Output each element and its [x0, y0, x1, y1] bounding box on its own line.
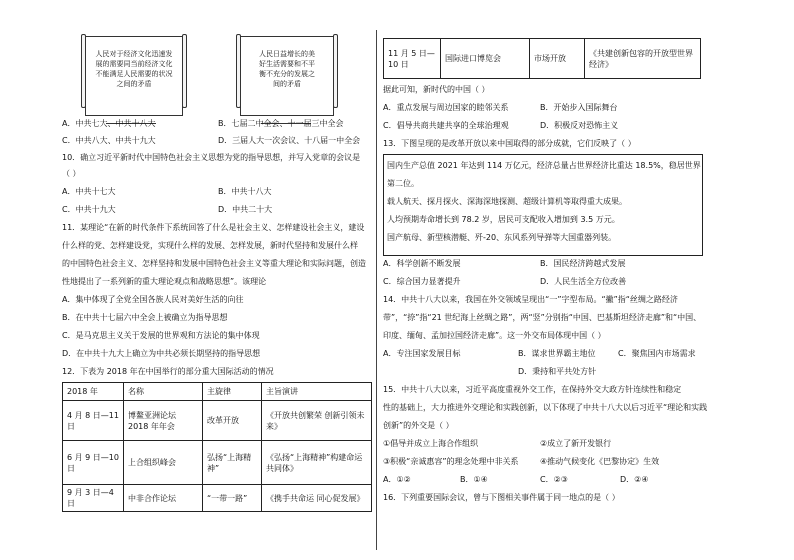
q15-item: ④推动气候变化《巴黎协定》生效 — [540, 457, 660, 466]
q15-stem: 性的基础上，大力推进外交理论和实践创新，以下体现了中共十八大以后习近平“理论和实践 — [383, 403, 708, 412]
q14-option-d[interactable]: D．秉持和平共处方针 — [518, 367, 597, 376]
table-cell: 弘扬“上海精神” — [203, 441, 262, 485]
table-cell: 《携手共命运 同心促发展》 — [262, 485, 372, 512]
q15-option-a[interactable]: A．①② — [383, 475, 411, 484]
scroll-text: 衡不充分的发展之 — [259, 70, 315, 78]
table-header-row — [63, 383, 372, 401]
q10-stem: （ ） — [62, 169, 81, 178]
table-header: 名称 — [124, 383, 203, 401]
q14-stem: 14．中共十八大以来，我国在外交领域呈现出“一”字型布局。“撇”指“丝绸之路经济 — [383, 295, 678, 304]
q11-stem: 性地提出了一系列新的重大理论观点和战略思想”。该理论 — [62, 277, 267, 286]
table-cell: 上合组织峰会 — [124, 441, 203, 485]
events-table — [62, 382, 372, 512]
column-divider — [376, 30, 377, 550]
q9-option-b[interactable]: B．七届二中全会、十一届三中全会 — [218, 119, 344, 128]
q15-stem: 15．中共十八大以来，习近平高度重视外交工作，在保持外交大政方针连续性和稳定 — [383, 385, 682, 394]
q15-item: ①倡导并成立上海合作组织 — [383, 439, 479, 448]
q13-box-line: 载人航天、探月探火、深海深地探测、超级计算机等取得重大成果。 — [387, 197, 627, 206]
q13-stem: 13．下图呈现的是改革开放以来中国取得的部分成就，它们反映了（ ） — [383, 139, 636, 148]
q10-option-d[interactable]: D．中共二十大 — [218, 205, 273, 214]
table-cell: 市场开放 — [530, 39, 585, 79]
table-cell: 《共建创新包容的开放型世界经济》 — [585, 39, 701, 79]
q11-stem: 11．某理论“在新的时代条件下系统回答了什么是社会主义、怎样建设社会主义，建设 — [62, 223, 365, 232]
q12-option-a[interactable]: A．重点发展与周边国家的睦邻关系 — [383, 103, 509, 112]
table-header: 主旋律 — [203, 383, 262, 401]
table-row — [384, 39, 701, 79]
q13-option-b[interactable]: B．国民经济跨越式发展 — [540, 259, 626, 268]
q13-box-line: 国产航母、新型核潜艇、歼-20、东风系列导弹等大国重器列装。 — [387, 233, 617, 242]
q11-option-b[interactable]: B．在中共十七届六中全会上被确立为指导思想 — [62, 313, 228, 322]
scroll-text: 之间的矛盾 — [116, 80, 152, 88]
scroll-text: 间的矛盾 — [273, 80, 301, 88]
q16-stem: 16．下列重要国际会议，曾与下图相关事件属于同一地点的是（ ） — [383, 493, 620, 502]
q10-stem: 10．确立习近平新时代中国特色社会主义思想为党的指导思想，并写入党章的会议是 — [62, 153, 361, 162]
q11-stem: 什么样的党、怎样建设党，实现什么样的发展、怎样发展，新时代坚持和发展什么样 — [62, 241, 358, 250]
q11-option-d[interactable]: D．在中共十九大上确立为中共必须长期坚持的指导思想 — [62, 349, 261, 358]
table-cell: 4 月 8 日—11 日 — [63, 401, 124, 441]
q9-option-a[interactable]: A．中共七大、中共十八大 — [62, 119, 156, 128]
table-row — [63, 485, 372, 512]
q14-option-a[interactable]: A．专注国家发展目标 — [383, 349, 461, 358]
q15-option-c[interactable]: C．②③ — [540, 475, 568, 484]
table-cell: 9 月 3 日—4 日 — [63, 485, 124, 512]
q13-option-a[interactable]: A．科学创新不断发展 — [383, 259, 461, 268]
table-cell: 《开放共创繁荣 创新引领未来》 — [262, 401, 372, 441]
q13-box-line: 人均预期寿命增长到 78.2 岁，居民可支配收入增加到 3.5 万元。 — [387, 215, 620, 224]
q14-stem: 带”，“捺”指“21 世纪海上丝绸之路”，两“竖”分别指“中国、巴基斯坦经济走廊”和“中国、 — [383, 313, 702, 322]
table-cell: 《弘扬“上海精神”构建命运共同体》 — [262, 441, 372, 485]
q15-option-d[interactable]: D．②④ — [620, 475, 649, 484]
scroll-text: 人民对于经济文化迅速发 — [95, 50, 173, 58]
scroll-text: 不能满足人民需要的状况 — [95, 70, 173, 78]
table-cell: 博鳌亚洲论坛 2018 年年会 — [124, 401, 203, 441]
q12-option-b[interactable]: B．开始步入国际舞台 — [540, 103, 618, 112]
table-row — [63, 401, 372, 441]
q9-option-d[interactable]: D．三届人大一次会议、十八届一中全会 — [218, 136, 361, 145]
q12-stem: 据此可知，新时代的中国（ ） — [383, 85, 490, 94]
q14-stem: 印度、缅甸、孟加拉国经济走廊”。这一外交布局体现中国（ ） — [383, 331, 606, 340]
table-header: 2018 年 — [63, 383, 124, 401]
q9-option-c[interactable]: C．中共八大、中共十九大 — [62, 136, 156, 145]
table-header: 主旨演讲 — [262, 383, 372, 401]
table-cell: 中非合作论坛 — [124, 485, 203, 512]
q12-option-c[interactable]: C．倡导共商共建共享的全球治理观 — [383, 121, 509, 130]
q15-option-b[interactable]: B．①④ — [460, 475, 488, 484]
q13-option-c[interactable]: C．综合国力显著提升 — [383, 277, 461, 286]
q12-option-d[interactable]: D．积极反对恐怖主义 — [540, 121, 619, 130]
table-row — [63, 441, 372, 485]
table-cell: 6 月 9 日—10 日 — [63, 441, 124, 485]
q10-option-a[interactable]: A．中共十七大 — [62, 187, 116, 196]
events-table-continued — [383, 38, 701, 79]
q11-stem: 的中国特色社会主义、怎样坚持和发展中国特色社会主义等重大理论和实际问题，创造 — [62, 259, 366, 268]
table-cell: “一带一路” — [203, 485, 262, 512]
scroll-text: 好生活需要和不平 — [259, 60, 315, 68]
q14-option-c[interactable]: C．聚焦国内市场需求 — [618, 349, 696, 358]
q11-option-c[interactable]: C．是马克思主义关于发展的世界观和方法论的集中体现 — [62, 331, 260, 340]
scroll-illustration-right — [240, 36, 334, 116]
q15-stem: 创新”的外交是（ ） — [383, 421, 454, 430]
q12-title: 12．下表为 2018 年在中国举行的部分重大国际活动的情况 — [62, 367, 274, 376]
q14-option-b[interactable]: B．谋求世界霸主地位 — [518, 349, 596, 358]
scroll-text: 人民日益增长的美 — [259, 50, 315, 58]
scroll-illustration-left — [85, 36, 183, 116]
table-cell: 国际进口博览会 — [441, 39, 530, 79]
q10-option-c[interactable]: C．中共十九大 — [62, 205, 116, 214]
q11-option-a[interactable]: A．集中体现了全党全国各族人民对美好生活的向往 — [62, 295, 244, 304]
q13-option-d[interactable]: D．人民生活全方位改善 — [540, 277, 627, 286]
q13-box-line: 国内生产总值 2021 年达到 114 万亿元，经济总量占世界经济比重达 18.5%，稳居世界 — [387, 161, 701, 170]
q10-option-b[interactable]: B．中共十八大 — [218, 187, 272, 196]
q15-item: ③积极“亲诚惠容”的理念处理中非关系 — [383, 457, 519, 466]
table-cell: 11 月 5 日—10 日 — [384, 39, 441, 79]
scroll-text: 展的需要同当前经济文化 — [95, 60, 173, 68]
q13-box-line: 第二位。 — [387, 179, 419, 188]
table-cell: 改革开放 — [203, 401, 262, 441]
q15-item: ②成立了新开发银行 — [540, 439, 612, 448]
